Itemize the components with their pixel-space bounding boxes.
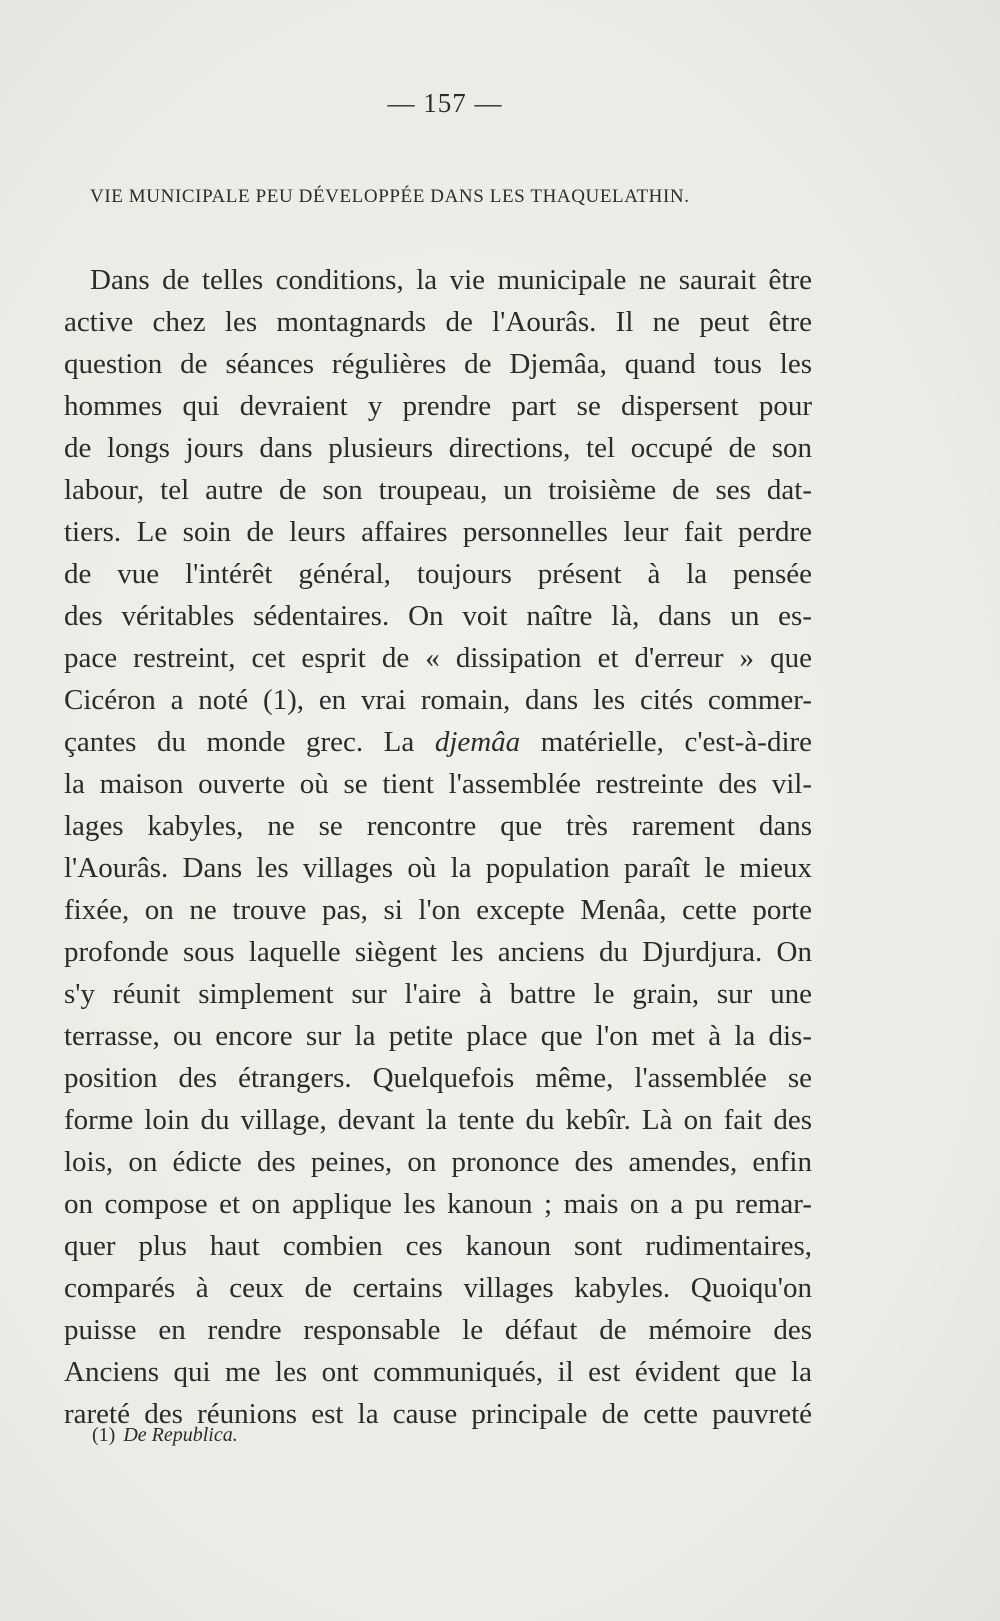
footnote-marker: (1) [92, 1424, 116, 1446]
text-line: hommes qui devraient y prendre part se dispersent pour [64, 390, 812, 422]
footnote-text: De Republica. [123, 1424, 238, 1446]
text-fragment: matérielle, c'est-à-dire [540, 726, 813, 758]
text-line: tiers. Le soin de leurs affaires personnelles leur fait perdre [64, 516, 812, 548]
page-number: — 157 — [387, 88, 503, 118]
text-line: profonde sous laquelle siègent les anciens du Djurdjura. On [64, 936, 812, 968]
text-line-with-italic [64, 721, 812, 763]
text-line: on compose et on applique les kanoun ; mais on a pu remar- [64, 1188, 812, 1220]
text-line: forme loin du village, devant la tente du kebîr. Là on fait des [64, 1104, 812, 1136]
text-line: l'Aourâs. Dans les villages où la population paraît le mieux [64, 852, 812, 884]
text-line: des véritables sédentaires. On voit naître là, dans un es- [64, 600, 812, 632]
text-line: s'y réunit simplement sur l'aire à battre le grain, sur une [64, 978, 812, 1010]
text-line: labour, tel autre de son troupeau, un troisième de ses dat- [64, 474, 812, 506]
text-line: quer plus haut combien ces kanoun sont rudimentaires, [64, 1230, 812, 1262]
text-line: active chez les montagnards de l'Aourâs. Il ne peut être [64, 306, 812, 338]
text-line: pace restreint, cet esprit de « dissipation et d'erreur » que [64, 642, 812, 674]
text-line: fixée, on ne trouve pas, si l'on excepte Menâa, cette porte [64, 894, 812, 926]
text-line: Anciens qui me les ont communiqués, il est évident que la [64, 1356, 812, 1388]
footnote [92, 1424, 238, 1447]
text-line: de vue l'intérêt général, toujours présent à la pensée [64, 558, 812, 590]
text-line: de longs jours dans plusieurs directions, tel occupé de son [64, 432, 812, 464]
text-line: Cicéron a noté (1), en vrai romain, dans les cités commer- [64, 684, 812, 716]
text-line: lois, on édicte des peines, on prononce des amendes, enfin [64, 1146, 812, 1178]
text-line: comparés à ceux de certains villages kabyles. Quoiqu'on [64, 1272, 812, 1304]
body-text [64, 259, 812, 1435]
text-line: lages kabyles, ne se rencontre que très rarement dans [64, 810, 812, 842]
text-line: puisse en rendre responsable le défaut de mémoire des [64, 1314, 812, 1346]
text-line: question de séances régulières de Djemâa, quand tous les [64, 348, 812, 380]
text-fragment: çantes du monde grec. La [64, 726, 415, 758]
text-line: position des étrangers. Quelquefois même, l'assemblée se [64, 1062, 812, 1094]
text-line: terrasse, ou encore sur la petite place que l'on met à la dis- [64, 1020, 812, 1052]
text-line: la maison ouverte où se tient l'assemblée restreinte des vil- [64, 768, 812, 800]
text-line: rareté des réunions est la cause principale de cette pauvreté [64, 1398, 812, 1430]
section-heading: VIE MUNICIPALE PEU DÉVELOPPÉE DANS LES THAQUELATHIN. [90, 186, 690, 207]
text-line: Dans de telles conditions, la vie municipale ne saurait être [90, 264, 812, 296]
italic-term: djemâa [434, 726, 521, 758]
